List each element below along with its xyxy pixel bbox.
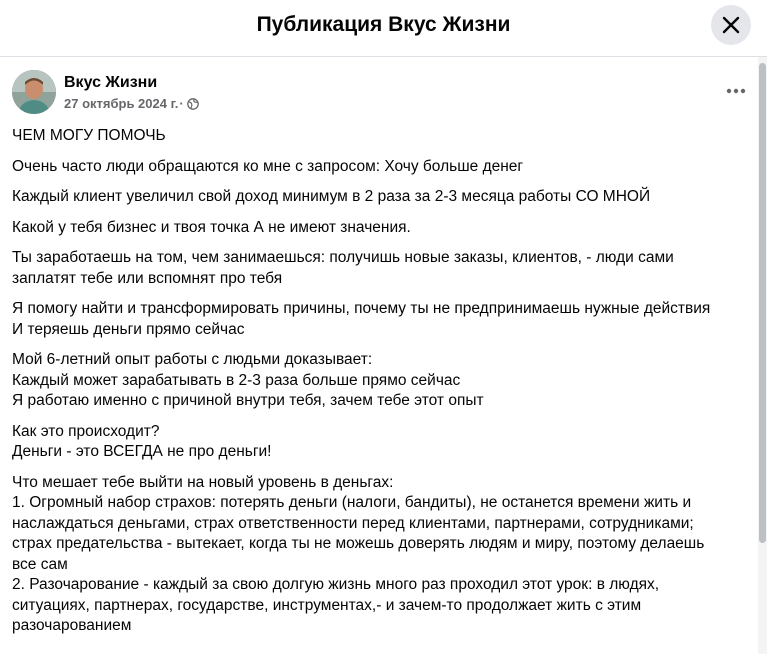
post-text-line: 1. Огромный набор страхов: потерять деньги (налоги, бандиты), не останется времени жить и [12, 494, 692, 511]
more-options-button[interactable] [720, 77, 752, 105]
post-text-line: Каждый может зарабатывать в 2-3 раза больше прямо сейчас [12, 371, 461, 389]
author-avatar[interactable] [12, 70, 56, 114]
post-text-line: Что мешает тебе выйти на новый уровень в деньгах: [12, 473, 394, 491]
dialog-header [0, 0, 767, 57]
post-paragraph [12, 299, 757, 340]
post-text-line: Я помогу найти и трансформировать причины, почему ты не предпринимаешь нужные действия [12, 300, 711, 317]
post-paragraph [12, 473, 757, 637]
post-text-line: 2. Разочарование - каждый за свою долгую жизнь много раз проходил этот урок: в людях, [12, 576, 660, 593]
post-text-line: И теряешь деньги прямо сейчас [12, 320, 245, 338]
post-paragraph [12, 350, 757, 412]
post-paragraph [12, 248, 757, 289]
post-text-line: разочарованием [12, 617, 132, 634]
close-button[interactable] [711, 5, 751, 45]
post-paragraph [12, 157, 757, 178]
post-text [12, 126, 757, 647]
scrollbar-thumb[interactable] [759, 63, 766, 543]
post-paragraph [12, 187, 757, 208]
author-name[interactable]: Вкус Жизни [64, 74, 158, 91]
post-text-line: заплатят тебе или вспомнят про тебя [12, 269, 283, 287]
post-text-line: ситуациях, партнерах, государстве, инструментах,- и зачем-то продолжает жить с этим [12, 596, 642, 614]
close-icon [721, 15, 741, 35]
post-text-line: ЧЕМ МОГУ ПОМОЧЬ [12, 127, 166, 144]
post-paragraph [12, 422, 757, 463]
meta-separator: · [179, 96, 184, 111]
post-text-line: Каждый клиент увеличил свой доход минимум в 2 раза за 2-3 месяца работы СО МНОЙ [12, 188, 651, 205]
post-text-line: все сам [12, 555, 68, 573]
avatar-image-icon [12, 70, 56, 114]
post-paragraph [12, 126, 757, 147]
post-text-line: Деньги - это ВСЕГДА не про деньги! [12, 443, 272, 460]
dialog-title: Публикация Вкус Жизни [256, 13, 511, 36]
post-text-line: Мой 6-летний опыт работы с людьми доказывает: [12, 351, 373, 368]
post-paragraph [12, 218, 757, 239]
post-text-line: Как это происходит? [12, 422, 160, 440]
post-text-line: Очень часто люди обращаются ко мне с запросом: Хочу больше денег [12, 157, 524, 175]
post-date[interactable]: 27 октябрь 2024 г. [64, 96, 179, 111]
globe-icon[interactable] [187, 98, 199, 110]
post-text-line: Я работаю именно с причиной внутри тебя, зачем тебе этот опыт [12, 392, 484, 409]
more-horizontal-icon [726, 88, 746, 94]
post-text-line: Какой у тебя бизнес и твоя точка А не имеют значения. [12, 218, 411, 236]
scrollbar[interactable] [758, 57, 767, 654]
post-text-line: наслаждаться деньгами, страх ответственности перед клиентами, партнерами, сотрудниками; [12, 514, 694, 532]
post-text-line: Ты заработаешь на том, чем занимаешься: получишь новые заказы, клиентов, - люди сами [12, 249, 674, 266]
post-meta [64, 96, 199, 112]
post [0, 57, 758, 654]
post-text-line: страх предательства - вытекает, когда ты не можешь доверять людям и миру, поэтому делаешь [12, 535, 705, 552]
